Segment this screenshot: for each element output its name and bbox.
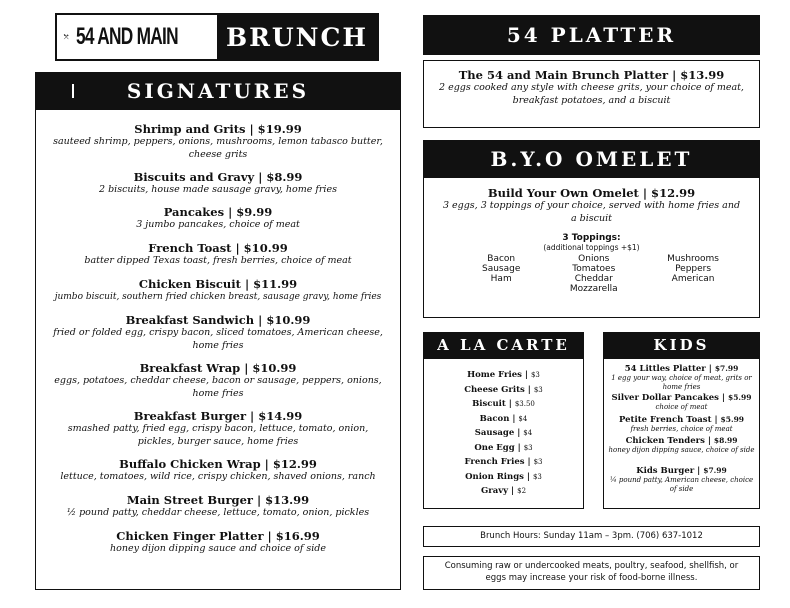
item-desc: ¼ pound patty, American cheese, choice of side — [609, 476, 754, 493]
kid-item-name: Kids Burger | — [636, 466, 701, 476]
kids-item — [608, 364, 755, 393]
restaurant-logo — [55, 13, 379, 61]
item-name: Bacon | — [479, 413, 516, 424]
item-desc: ½ pound patty, cheddar cheese, lettuce, tomato, onion, pickles — [66, 507, 370, 518]
fork-knife-icon — [63, 19, 70, 55]
item-name: Breakfast Sandwich | $10.99 — [125, 313, 311, 327]
item-price: $3 — [533, 458, 543, 466]
item-desc: batter dipped Texas toast, fresh berries, choice of meat — [84, 255, 352, 266]
platter-item — [424, 68, 759, 107]
topping: Cheddar — [574, 274, 613, 284]
item-desc: choice of meat — [655, 403, 708, 411]
item-price: $3 — [533, 385, 543, 394]
signatures-list — [36, 110, 400, 565]
item-desc: smashed patty, fried egg, crispy bacon, lettuce, tomato, onion, pickles, burger sauce, home fries — [67, 423, 369, 447]
signature-item — [52, 205, 384, 241]
omelet-title: B.Y.O OMELET — [490, 147, 693, 171]
item-desc: fresh berries, choice of meat — [630, 425, 733, 433]
toppings-note: (additional toppings +$1) — [543, 243, 640, 252]
hours-box — [423, 526, 760, 547]
item-desc: sauteed shrimp, peppers, onions, mushrooms, lemon tabasco butter, cheese grits — [53, 136, 383, 160]
topping: Tomatoes — [572, 264, 616, 274]
kid-item-name: Silver Dollar Pancakes | — [611, 393, 726, 403]
alacarte-banner — [423, 332, 584, 359]
kid-item-name: Chicken Tenders | — [625, 436, 711, 446]
alacarte-item — [424, 383, 583, 398]
kids-item — [608, 393, 755, 415]
item-desc: honey dijon dipping sauce, choice of side — [608, 446, 755, 454]
toppings-col — [482, 254, 520, 294]
signature-item — [52, 313, 384, 361]
kid-item-name: 54 Littles Platter | — [624, 364, 712, 374]
alacarte-item — [424, 412, 583, 427]
kids-title: KIDS — [653, 336, 710, 354]
alacarte-item — [424, 397, 583, 412]
topping: Mushrooms — [667, 254, 719, 264]
disclaimer-text: Consuming raw or undercooked meats, poultry, seafood, shellfish, or eggs may increase your risk of food-borne illness. — [444, 561, 739, 583]
signatures-title: SIGNATURES — [126, 79, 310, 103]
signatures-banner — [36, 73, 400, 110]
item-price: $3 — [530, 371, 540, 379]
item-name — [608, 436, 755, 446]
item-name: French Fries | — [464, 457, 531, 467]
item-name: Build Your Own Omelet | $12.99 — [487, 186, 696, 200]
signature-item — [52, 409, 384, 457]
topping: Ham — [490, 274, 512, 284]
signature-item — [52, 277, 384, 313]
item-name: One Egg | — [474, 442, 521, 453]
alacarte-item — [424, 368, 583, 383]
item-name: The 54 and Main Brunch Platter | $13.99 — [458, 68, 725, 82]
item-name — [608, 415, 755, 425]
toppings-title: 3 Toppings: — [562, 233, 621, 243]
item-price: $3 — [523, 443, 533, 452]
item-name: Onion Rings | — [465, 471, 530, 482]
alacarte-item — [424, 455, 583, 470]
item-name — [608, 393, 755, 403]
item-desc: jumbo biscuit, southern fried chicken breast, sausage gravy, home fries — [54, 292, 382, 302]
kid-item-price: $5.99 — [720, 415, 745, 424]
item-name: Home Fries | — [467, 370, 528, 380]
item-name: Chicken Biscuit | $11.99 — [138, 277, 298, 291]
item-desc: eggs, potatoes, cheddar cheese, bacon or sausage, peppers, onions, home fries — [54, 375, 382, 399]
item-desc: 3 eggs, 3 toppings of your choice, served with home fries and a biscuit — [442, 200, 741, 224]
kid-item-price: $7.99 — [714, 364, 739, 373]
topping: Sausage — [482, 264, 521, 274]
item-desc: 1 egg your way, choice of meat, grits or home fries — [611, 374, 752, 391]
item-name: Main Street Burger | $13.99 — [126, 493, 310, 507]
kid-item-price: $8.99 — [713, 436, 738, 445]
signature-item — [52, 361, 384, 409]
signatures-panel — [35, 72, 401, 590]
item-name: Shrimp and Grits | $19.99 — [134, 122, 302, 136]
item-name: Pancakes | $9.99 — [163, 205, 273, 219]
kids-item — [608, 466, 755, 496]
omelet-panel — [423, 178, 760, 318]
item-name: Sausage | — [474, 428, 521, 438]
topping: American — [671, 274, 715, 284]
platter-title: 54 PLATTER — [506, 23, 677, 47]
toppings-grid — [424, 254, 759, 294]
item-name — [608, 364, 755, 374]
kid-item-price: $7.99 — [703, 466, 727, 475]
signature-item — [52, 529, 384, 565]
item-desc: fried or folded egg, crispy bacon, sliced tomatoes, American cheese, home fries — [53, 327, 383, 351]
alacarte-panel — [423, 359, 584, 509]
topping: Bacon — [487, 254, 516, 264]
kids-panel — [603, 359, 760, 509]
kid-item-price: $5.99 — [727, 393, 752, 402]
omelet-item — [424, 186, 759, 225]
kids-item — [608, 436, 755, 466]
signature-item — [52, 241, 384, 277]
signature-item — [52, 493, 384, 529]
alacarte-item — [424, 484, 583, 499]
item-name — [608, 466, 755, 476]
logo-mark — [57, 15, 217, 59]
item-name: Breakfast Burger | $14.99 — [133, 409, 303, 423]
item-price: $3.50 — [514, 400, 535, 408]
signatures-banner-mark — [72, 84, 74, 98]
signature-item — [52, 122, 384, 170]
toppings-col — [570, 254, 618, 294]
item-name: Buffalo Chicken Wrap | $12.99 — [119, 457, 317, 471]
topping: Mozzarella — [569, 284, 618, 294]
logo-name: 54 AND MAIN — [75, 23, 178, 50]
signature-item — [52, 170, 384, 205]
topping: Onions — [578, 254, 610, 264]
item-desc: 2 eggs cooked any style with cheese grits, your choice of meat, breakfast potatoes, and a biscuit — [439, 82, 744, 106]
item-name: Biscuits and Gravy | $8.99 — [133, 170, 303, 184]
item-name: Breakfast Wrap | $10.99 — [139, 361, 297, 375]
kids-banner — [603, 332, 760, 359]
logo-title: BRUNCH — [217, 15, 377, 59]
item-name: French Toast | $10.99 — [148, 241, 288, 255]
item-desc: lettuce, tomatoes, wild rice, crispy chicken, shaved onions, ranch — [60, 471, 376, 482]
item-desc: 3 jumbo pancakes, choice of meat — [136, 219, 300, 230]
disclaimer-box — [423, 556, 760, 590]
omelet-banner — [423, 140, 760, 178]
hours-text: Brunch Hours: Sunday 11am – 3pm. (706) 637-1012 — [480, 531, 703, 541]
signature-item — [52, 457, 384, 493]
kids-item — [608, 415, 755, 436]
platter-panel — [423, 60, 760, 128]
item-desc: honey dijon dipping sauce and choice of side — [110, 543, 326, 554]
item-name: Cheese Grits | — [464, 384, 531, 395]
item-desc: 2 biscuits, house made sausage gravy, home fries — [99, 184, 337, 195]
item-price: $3 — [532, 472, 542, 481]
alacarte-item — [424, 426, 583, 441]
item-price: $2 — [517, 487, 527, 495]
alacarte-title: A LA CARTE — [437, 336, 570, 354]
item-name: Biscuit | — [472, 399, 512, 409]
platter-banner — [423, 15, 760, 55]
item-name: Gravy | — [480, 486, 515, 496]
topping: Peppers — [675, 264, 712, 274]
item-price: $4 — [518, 414, 528, 423]
kid-item-name: Petite French Toast | — [618, 415, 718, 425]
item-name: Chicken Finger Platter | $16.99 — [116, 529, 320, 543]
alacarte-item — [424, 470, 583, 485]
alacarte-item — [424, 441, 583, 456]
toppings-col — [667, 254, 719, 294]
item-price: $4 — [523, 429, 533, 437]
